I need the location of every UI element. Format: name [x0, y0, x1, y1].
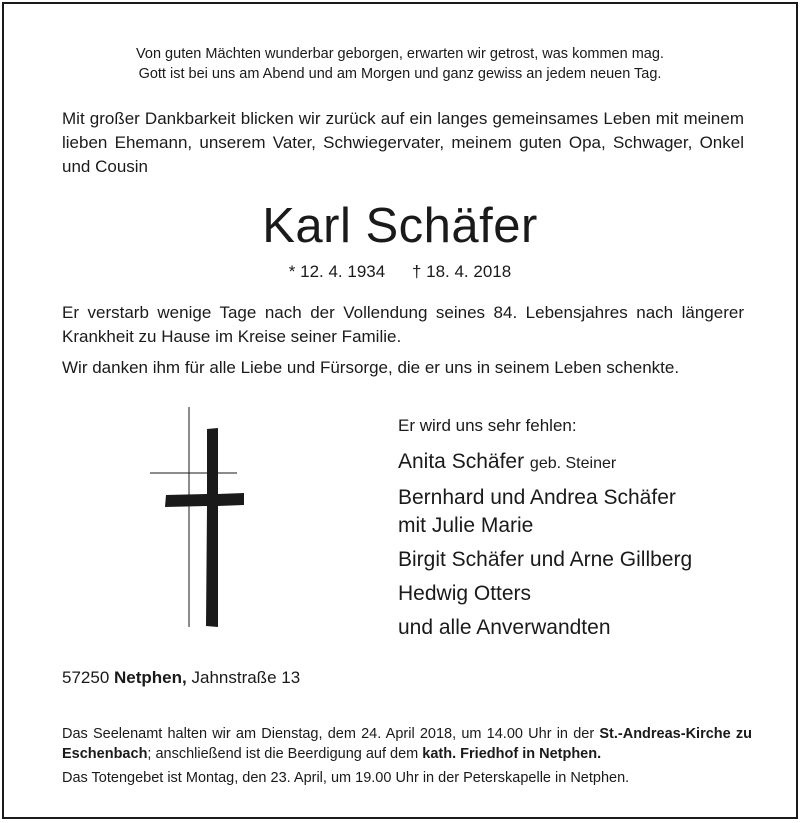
birth-date: * 12. 4. 1934	[288, 262, 386, 281]
mourner-3: Birgit Schäfer und Arne Gillberg	[398, 548, 693, 571]
mourner-5: und alle Anverwandten	[398, 616, 611, 639]
motto-line-1: Von guten Mächten wunderbar geborgen, erwarten wir getrost, was kommen mag.	[136, 46, 664, 62]
mourners-heading: Er wird uns sehr fehlen:	[398, 416, 577, 435]
thanks-text: Wir danken ihm für alle Liebe und Fürsorge, die er uns in seinem Leben schenkte.	[62, 358, 680, 377]
passing-text: Er verstarb wenige Tage nach der Vollendung seines 84. Lebensjahres nach längerer Krankheit zu Hause im Kreise seiner Familie.	[62, 303, 744, 346]
service-text-2: ; anschließend ist die Beerdigung auf dem	[147, 746, 419, 762]
death-date: † 18. 4. 2018	[411, 262, 512, 281]
mourner-4: Hedwig Otters	[398, 582, 532, 605]
mourner-1	[398, 448, 778, 478]
mourner-2-line-1: Bernhard und Andrea Schäfer	[398, 486, 676, 509]
service-text-1: Das Seelenamt halten wir am Dienstag, dem 24. April 2018, um 14.00 Uhr in der	[62, 726, 595, 742]
service-cemetery: kath. Friedhof in Netphen.	[422, 746, 602, 762]
mourner-1-maiden-name: geb. Steiner	[529, 455, 617, 472]
prayer-info: Das Totengebet ist Montag, den 23. April, um 19.00 Uhr in der Peterskapelle in Netphen.	[62, 770, 630, 786]
address-street: Jahnstraße 13	[191, 668, 301, 687]
mourner-2-line-2: mit Julie Marie	[398, 514, 534, 537]
mourner-1-name: Anita Schäfer	[398, 450, 525, 473]
service-info	[62, 724, 752, 764]
address	[62, 666, 300, 690]
motto	[4, 44, 796, 84]
mourners-list	[398, 414, 778, 648]
christian-cross-icon	[150, 407, 244, 627]
life-dates	[4, 260, 796, 284]
mourner-2	[398, 484, 778, 540]
deceased-name: Karl Schäfer	[262, 199, 538, 253]
service-church: St.-Andreas-Kirche zu Eschenbach	[62, 726, 752, 762]
motto-line-2: Gott ist bei uns am Abend und am Morgen und ganz gewiss an jedem neuen Tag.	[138, 66, 662, 82]
obituary-notice	[2, 2, 798, 819]
intro-text: Mit großer Dankbarkeit blicken wir zurück auf ein langes gemeinsames Leben mit meinem lieben Ehemann, unserem Vater, Schwiegervater, meinem guten Opa, Schwager, Onkel und Cousin	[62, 109, 744, 176]
address-zip: 57250	[62, 668, 110, 687]
address-city: Netphen,	[114, 668, 187, 687]
